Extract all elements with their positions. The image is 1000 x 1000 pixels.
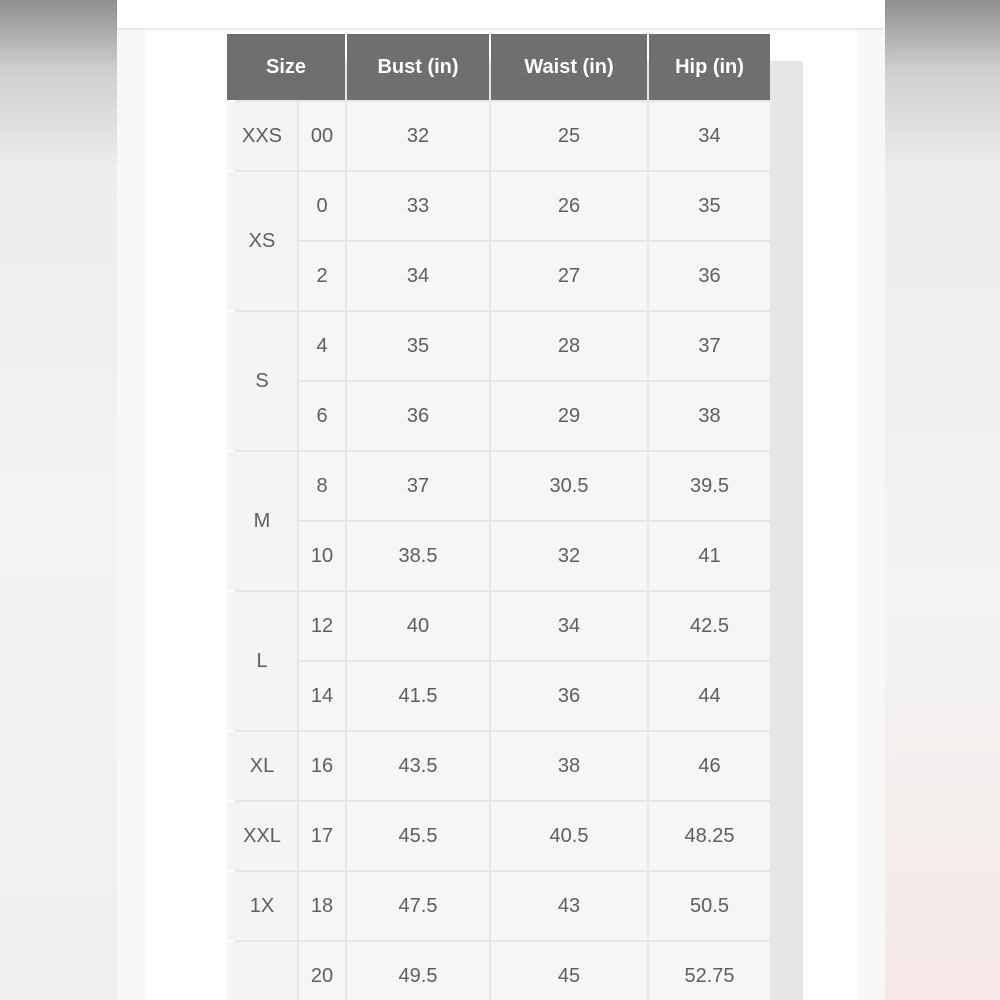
size-label-cell: XL [227,732,297,800]
size-number-cell: 2 [299,242,345,310]
blurred-background-right [885,0,1000,1000]
size-number-cell: 12 [299,592,345,660]
bust-cell: 43.5 [347,732,489,800]
hip-cell: 36 [649,242,770,310]
table-header-row [227,34,770,100]
hip-cell: 39.5 [649,452,770,520]
hip-cell: 42.5 [649,592,770,660]
hip-cell: 37 [649,312,770,380]
blurred-background-left [0,0,118,1000]
table-row [227,522,770,590]
header-size: Size [227,34,345,100]
size-number-cell: 4 [299,312,345,380]
hip-cell: 50.5 [649,872,770,940]
size-number-cell: 0 [299,172,345,240]
bust-cell: 38.5 [347,522,489,590]
hip-cell: 48.25 [649,802,770,870]
hip-cell: 41 [649,522,770,590]
size-label-cell: XXS [227,102,297,170]
hip-cell: 34 [649,102,770,170]
hip-cell: 38 [649,382,770,450]
page-top-bar [117,0,885,28]
table-row [227,942,770,1000]
table-row [227,242,770,310]
waist-cell: 40.5 [491,802,647,870]
waist-cell: 36 [491,662,647,730]
size-label-cell: L [227,592,297,730]
waist-cell: 26 [491,172,647,240]
size-number-cell: 6 [299,382,345,450]
size-number-cell: 14 [299,662,345,730]
table-row [227,732,770,800]
size-number-cell: 18 [299,872,345,940]
table-row [227,452,770,520]
size-label-cell: S [227,312,297,450]
size-label-cell: XS [227,172,297,310]
waist-cell: 27 [491,242,647,310]
waist-cell: 45 [491,942,647,1000]
size-number-cell: 20 [299,942,345,1000]
bust-cell: 35 [347,312,489,380]
waist-cell: 38 [491,732,647,800]
bust-cell: 47.5 [347,872,489,940]
bust-cell: 45.5 [347,802,489,870]
header-waist: Waist (in) [491,34,647,100]
table-row [227,172,770,240]
table-row [227,662,770,730]
hip-cell: 52.75 [649,942,770,1000]
bust-cell: 33 [347,172,489,240]
bust-cell: 34 [347,242,489,310]
size-number-cell: 00 [299,102,345,170]
table-row [227,592,770,660]
bust-cell: 40 [347,592,489,660]
bust-cell: 41.5 [347,662,489,730]
waist-cell: 25 [491,102,647,170]
size-label-cell: XXL [227,802,297,870]
waist-cell: 34 [491,592,647,660]
size-label-cell [227,942,297,1000]
table-row [227,382,770,450]
waist-cell: 29 [491,382,647,450]
table-body [227,102,770,1000]
hip-cell: 46 [649,732,770,800]
bust-cell: 36 [347,382,489,450]
bust-cell: 49.5 [347,942,489,1000]
size-number-cell: 8 [299,452,345,520]
size-chart-table [225,32,772,1000]
waist-cell: 28 [491,312,647,380]
header-bust: Bust (in) [347,34,489,100]
size-number-cell: 10 [299,522,345,590]
table-row [227,872,770,940]
waist-cell: 32 [491,522,647,590]
table-row [227,802,770,870]
table-row [227,312,770,380]
bust-cell: 37 [347,452,489,520]
table-row [227,102,770,170]
bust-cell: 32 [347,102,489,170]
size-number-cell: 16 [299,732,345,800]
hip-cell: 44 [649,662,770,730]
waist-cell: 43 [491,872,647,940]
header-hip: Hip (in) [649,34,770,100]
waist-cell: 30.5 [491,452,647,520]
hip-cell: 35 [649,172,770,240]
size-number-cell: 17 [299,802,345,870]
size-label-cell: 1X [227,872,297,940]
size-label-cell: M [227,452,297,590]
